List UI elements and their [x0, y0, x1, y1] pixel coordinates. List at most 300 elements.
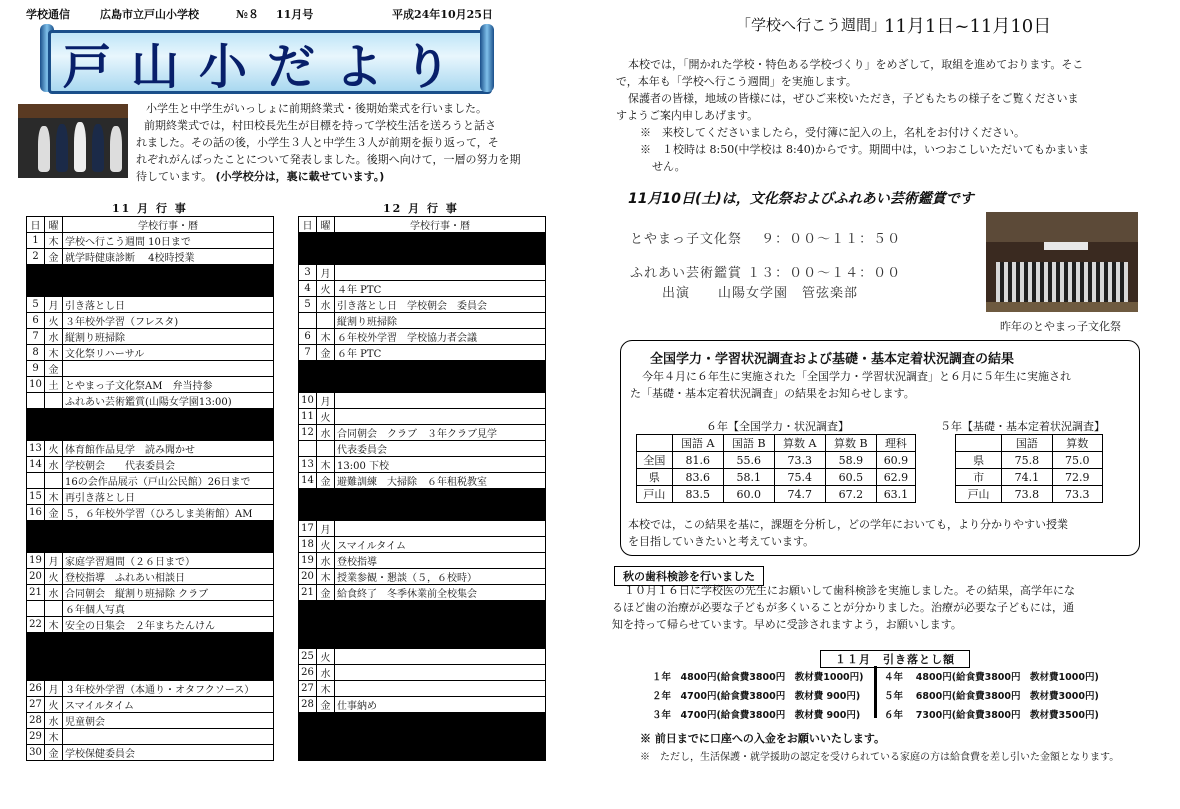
festival-art-time: ふれあい芸術鑑賞 １３：００～１４：００	[630, 266, 902, 281]
newsletter-title: 戸山小だより	[62, 39, 471, 95]
calendar-header-row	[299, 217, 546, 233]
calendar-day: 15	[27, 489, 45, 505]
calendar-weekday: 木	[317, 457, 335, 473]
calendar-day: 27	[27, 697, 45, 713]
results-cell: 63.1	[876, 486, 915, 503]
calendar-row	[299, 585, 546, 601]
survey-line: 今年４月に６年生に実施された「全国学力・学習状況調査」と６月に５年生に実施され	[642, 370, 1071, 383]
calendar-event: 体育館作品見学 読み聞かせ	[63, 441, 274, 457]
calendar-holiday-row	[299, 489, 546, 505]
calendar-event: スマイルタイム	[63, 697, 274, 713]
results-row	[637, 452, 916, 469]
calendar-weekday: 金	[317, 697, 335, 713]
calendar-day: 7	[27, 329, 45, 345]
results-row	[637, 486, 916, 503]
calendar-weekday: 水	[317, 425, 335, 441]
calendar-event	[335, 409, 546, 425]
calendar-event: 仕事納め	[335, 697, 546, 713]
calendar-event: 安全の日集会 ２年まちたんけん	[63, 617, 274, 633]
calendar-day: 8	[27, 345, 45, 361]
calendar-holiday-row	[27, 521, 274, 537]
calendar-day: 26	[299, 665, 317, 681]
results-cell: 戸山	[637, 486, 673, 503]
calendar-event	[335, 649, 546, 665]
calendar-weekday: 火	[317, 409, 335, 425]
calendar-weekday: 金	[45, 745, 63, 761]
festival-performer: 出演 山陽女学園 管弦楽部	[662, 286, 859, 301]
survey-line: 本校では，この結果を基に，課題を分析し，どの学年においても，より分かりやすい授業	[628, 518, 1068, 531]
calendar-holiday-row	[299, 601, 546, 617]
calendar-row	[299, 345, 546, 361]
calendar-event: 縦割り班掃除	[335, 313, 546, 329]
results-cell: 算数 B	[825, 435, 876, 452]
grade6-results-table	[636, 434, 916, 503]
calendar-day: 6	[299, 329, 317, 345]
dental-line: るほど歯の治療が必要な子どもが多くいることが分かりました。治療が必要な子どもには，通	[612, 601, 1074, 614]
calendar-row	[27, 345, 274, 361]
results-cell: 理科	[876, 435, 915, 452]
fees-left	[652, 668, 864, 725]
calendar-event: 16の会作品展示（戸山公民館）26日まで	[63, 473, 274, 489]
calendar-row	[27, 617, 274, 633]
week-body	[616, 56, 1156, 175]
calendar-event	[335, 265, 546, 281]
results-cell: 62.9	[876, 469, 915, 486]
calendar-event: ３年校外学習（本通り・オタフクソース）	[63, 681, 274, 697]
calendar-weekday: 月	[45, 681, 63, 697]
calendar-event: 児童朝会	[63, 713, 274, 729]
results-cell: 75.0	[1052, 452, 1102, 469]
calendar-weekday: 火	[45, 569, 63, 585]
calendar-event: 授業参観・懇談（５，６校時）	[335, 569, 546, 585]
calendar-day: 26	[27, 681, 45, 697]
calendar-holiday-row	[299, 361, 546, 377]
results-cell: 73.3	[774, 452, 825, 469]
results-header-row	[637, 435, 916, 452]
calendar-row	[27, 249, 274, 265]
calendar-row	[27, 377, 274, 393]
calendar-weekday: 木	[317, 569, 335, 585]
results-cell: 60.9	[876, 452, 915, 469]
calendar-holiday-row	[27, 665, 274, 681]
survey-line: を目指していきたいと考えています。	[628, 535, 815, 548]
calendar-event	[335, 665, 546, 681]
results-cell: 算数	[1052, 435, 1102, 452]
results-cell: 国語 A	[672, 435, 723, 452]
calendar-header-cell: 曜	[45, 217, 63, 233]
calendar-event: ３年校外学習（フレスタ)	[63, 313, 274, 329]
grade6-table-title: ６年【全国学力・状況調査】	[706, 420, 849, 433]
calendar-row	[27, 233, 274, 249]
week-note: ※ 来校してくださいましたら，受付簿に記入の上，名札をお付けください。	[640, 126, 1025, 139]
results-cell: 市	[956, 469, 1002, 486]
calendar-weekday: 火	[317, 649, 335, 665]
calendar-day: 11	[299, 409, 317, 425]
fee-row: ３年 4700円(給食費3800円 教材費 900円)	[652, 710, 861, 721]
calendar-row	[27, 585, 274, 601]
festival-heading: 11月10日(土)は，文化祭およびふれあい芸術鑑賞です	[628, 191, 974, 207]
calendar-weekday: 火	[317, 537, 335, 553]
calendar-row	[27, 441, 274, 457]
results-header-row	[956, 435, 1103, 452]
week-note: せん。	[652, 160, 686, 173]
calendar-event: とやまっ子文化祭AM 弁当持参	[63, 377, 274, 393]
calendar-row	[27, 361, 274, 377]
calendar-row	[299, 569, 546, 585]
back-page-note: (小学校分は，裏に載せています。)	[215, 170, 385, 183]
calendar-weekday: 火	[45, 697, 63, 713]
calendar-weekday: 火	[317, 281, 335, 297]
survey-conclusion	[628, 516, 1134, 550]
calendar-holiday-row	[299, 377, 546, 393]
calendar-row	[27, 601, 274, 617]
grade5-table-title: ５年【基礎・基本定着状況調査】	[940, 420, 1105, 433]
calendar-weekday: 金	[45, 505, 63, 521]
calendar-day: 6	[27, 313, 45, 329]
intro-line: 小学生と中学生がいっしょに前期終業式・後期始業式を行いました。	[146, 102, 487, 115]
fees-right	[884, 668, 1099, 725]
results-cell: 73.3	[1052, 486, 1102, 503]
week-line: 本校では，「開かれた学校・特色ある学校づくり」をめざして，取組を進めております。そこ	[628, 58, 1084, 71]
calendar-row	[299, 649, 546, 665]
calendar-holiday-row	[27, 633, 274, 649]
calendar-day: 5	[27, 297, 45, 313]
calendar-row	[27, 697, 274, 713]
results-cell: 全国	[637, 452, 673, 469]
festival-culture-time: とやまっ子文化祭 ９：００～１１：５０	[630, 232, 902, 247]
calendar-event: 13:00 下校	[335, 457, 546, 473]
calendar-row	[299, 265, 546, 281]
calendar-weekday: 月	[317, 265, 335, 281]
results-cell: 60.0	[723, 486, 774, 503]
dental-heading: 秋の歯科検診を行いました	[614, 566, 764, 586]
results-cell: 67.2	[825, 486, 876, 503]
calendar-event: 学校保健委員会	[63, 745, 274, 761]
results-cell: 算数 A	[774, 435, 825, 452]
calendar-weekday: 月	[45, 553, 63, 569]
calendar-day: 17	[299, 521, 317, 537]
calendar-day: 28	[27, 713, 45, 729]
calendar-day: 3	[299, 265, 317, 281]
calendar-day: 2	[27, 249, 45, 265]
calendar-row	[27, 297, 274, 313]
results-cell: 県	[956, 452, 1002, 469]
survey-line: た「基礎・基本定着状況調査」の結果をお知らせします。	[630, 387, 915, 400]
calendar-row	[299, 409, 546, 425]
calendar-day: 19	[299, 553, 317, 569]
calendar-day: 30	[27, 745, 45, 761]
calendar-row	[299, 457, 546, 473]
calendar-day: 22	[27, 617, 45, 633]
calendar-weekday: 木	[45, 489, 63, 505]
calendar-holiday-row	[299, 633, 546, 649]
calendar-weekday	[45, 601, 63, 617]
calendar-weekday: 水	[317, 553, 335, 569]
calendar-event	[335, 521, 546, 537]
calendar-weekday	[317, 441, 335, 457]
calendar-day: 16	[27, 505, 45, 521]
issue-number: №８	[236, 8, 259, 21]
calendar-weekday: 月	[45, 297, 63, 313]
intro-line: 待しています。	[136, 170, 213, 183]
survey-intro	[630, 368, 1136, 402]
dental-text	[612, 582, 1162, 633]
calendar-holiday-row	[27, 649, 274, 665]
calendar-day	[299, 313, 317, 329]
calendar-holiday-row	[299, 617, 546, 633]
intro-line: れぞれがんばったことについて発表しました。後期へ向けて，一層の努力を期	[136, 153, 521, 166]
calendar-row	[299, 297, 546, 313]
calendar-event: 文化祭リハーサル	[63, 345, 274, 361]
calendar-day: 28	[299, 697, 317, 713]
fees-title: １１月 引き落とし額	[820, 650, 970, 668]
calendar-weekday: 水	[45, 713, 63, 729]
calendar-header-cell: 学校行事・暦	[63, 217, 274, 233]
calendar-holiday-row	[27, 409, 274, 425]
results-row	[956, 469, 1103, 486]
results-cell	[956, 435, 1002, 452]
calendar-weekday: 月	[317, 521, 335, 537]
calendar-day: 18	[299, 537, 317, 553]
calendar-row	[27, 329, 274, 345]
results-row	[956, 452, 1103, 469]
calendar-holiday-row	[27, 265, 274, 281]
calendar-weekday: 金	[317, 585, 335, 601]
calendar-event: 学校朝会 代表委員会	[63, 457, 274, 473]
results-cell: 国語 B	[723, 435, 774, 452]
survey-heading: 全国学力・学習状況調査および基礎・基本定着状況調査の結果	[650, 352, 1015, 367]
calendar-weekday: 木	[45, 617, 63, 633]
results-cell: 戸山	[956, 486, 1002, 503]
calendar-header-cell: 学校行事・暦	[335, 217, 546, 233]
results-cell: 73.8	[1002, 486, 1052, 503]
calendar-event: ６年個人写真	[63, 601, 274, 617]
calendar-row	[299, 313, 546, 329]
calendar-row	[27, 681, 274, 697]
calendar-row	[299, 393, 546, 409]
nov-calendar	[26, 216, 274, 761]
week-title: 「学校へ行こう週間」	[736, 16, 887, 34]
nov-calendar-title: 11 月 行 事	[112, 202, 188, 215]
intro-text	[136, 100, 556, 185]
calendar-event: 家庭学習週間（２６日まで）	[63, 553, 274, 569]
calendar-event: 登校指導 ふれあい相談日	[63, 569, 274, 585]
issue-month: 11月号	[276, 8, 314, 21]
fees-welfare-note: ※ ただし，生活保護・就学援助の認定を受けられている家庭の方は給食費を差し引いた金額となります。	[640, 752, 1120, 763]
calendar-row	[299, 553, 546, 569]
calendar-event: ６年校外学習 学校協力者会議	[335, 329, 546, 345]
calendar-weekday: 木	[45, 233, 63, 249]
calendar-holiday-row	[299, 745, 546, 761]
calendar-holiday-row	[299, 713, 546, 729]
fees-deposit-note: ※ 前日までに口座への入金をお願いいたします。	[640, 732, 885, 745]
calendar-event: 再引き落とし日	[63, 489, 274, 505]
calendar-weekday: 金	[45, 249, 63, 265]
calendar-event: 避難訓練 大掃除 ６年租税教室	[335, 473, 546, 489]
calendar-day: 13	[299, 457, 317, 473]
calendar-day: 29	[27, 729, 45, 745]
results-row	[637, 469, 916, 486]
week-line: すようご案内申しあげます。	[616, 109, 759, 122]
calendar-holiday-row	[27, 537, 274, 553]
calendar-day: 20	[299, 569, 317, 585]
calendar-holiday-row	[299, 505, 546, 521]
calendar-weekday: 水	[45, 585, 63, 601]
grade5-results-table	[955, 434, 1103, 503]
calendar-event	[335, 681, 546, 697]
fee-row: ２年 4700円(給食費3800円 教材費 900円)	[652, 691, 861, 702]
calendar-day: 14	[299, 473, 317, 489]
calendar-event: ふれあい芸術鑑賞(山陽女学園13:00)	[63, 393, 274, 409]
calendar-day	[27, 601, 45, 617]
results-cell: 75.4	[774, 469, 825, 486]
calendar-day: 19	[27, 553, 45, 569]
calendar-row	[299, 665, 546, 681]
calendar-weekday: 水	[45, 329, 63, 345]
calendar-day: 14	[27, 457, 45, 473]
calendar-holiday-row	[299, 729, 546, 745]
calendar-weekday: 水	[317, 297, 335, 313]
calendar-event: 引き落とし日 学校朝会 委員会	[335, 297, 546, 313]
calendar-header-row	[27, 217, 274, 233]
calendar-weekday	[317, 313, 335, 329]
dental-line: 知を持って帰らせています。早めに受診されますよう，お願いします。	[612, 618, 962, 631]
calendar-row	[27, 569, 274, 585]
calendar-day	[299, 441, 317, 457]
festival-photo	[986, 212, 1138, 312]
calendar-row	[299, 473, 546, 489]
calendar-header-cell: 日	[299, 217, 317, 233]
calendar-row	[27, 393, 274, 409]
title-banner	[40, 22, 494, 96]
week-dates: 11月1日~11月10日	[884, 16, 1052, 37]
school-name: 広島市立戸山小学校	[100, 8, 199, 21]
calendar-weekday: 火	[45, 441, 63, 457]
calendar-day: 5	[299, 297, 317, 313]
calendar-header-cell: 日	[27, 217, 45, 233]
calendar-row	[299, 697, 546, 713]
calendar-event: 縦割り班掃除	[63, 329, 274, 345]
calendar-row	[27, 553, 274, 569]
calendar-row	[27, 489, 274, 505]
intro-line: れました。その話の後，小学生３人と中学生３人が前期を振り返って，そ	[136, 136, 499, 149]
results-cell: 81.6	[672, 452, 723, 469]
calendar-row	[299, 681, 546, 697]
calendar-holiday-row	[27, 425, 274, 441]
intro-line: 前期終業式では，村田校長先生が目標を持って学校生活を送ろうと話さ	[144, 119, 496, 132]
calendar-weekday: 水	[45, 457, 63, 473]
fee-row: ４年 4800円(給食費3800円 教材費1000円)	[884, 672, 1099, 683]
calendar-weekday: 木	[45, 345, 63, 361]
calendar-event: ４年 PTC	[335, 281, 546, 297]
dental-line: １０月１６日に学校医の先生にお願いして歯科検診を実施しました。その結果，高学年にな	[624, 584, 1075, 597]
results-cell: 58.1	[723, 469, 774, 486]
calendar-event	[335, 393, 546, 409]
results-cell: 58.9	[825, 452, 876, 469]
calendar-day: 1	[27, 233, 45, 249]
calendar-day: 25	[299, 649, 317, 665]
calendar-weekday: 木	[317, 681, 335, 697]
week-line: 保護者の皆様，地域の皆様には，ぜひご来校いただき，子どもたちの様子をご覧くださいま	[628, 92, 1079, 105]
calendar-weekday: 金	[317, 473, 335, 489]
week-line: で，本年も「学校へ行こう週間」を実施します。	[616, 75, 857, 88]
calendar-weekday	[45, 393, 63, 409]
calendar-event: 合同朝会 クラブ ３年クラブ見学	[335, 425, 546, 441]
calendar-weekday: 木	[45, 729, 63, 745]
results-cell: 74.7	[774, 486, 825, 503]
calendar-weekday: 金	[317, 345, 335, 361]
calendar-weekday	[45, 473, 63, 489]
calendar-event: 合同朝会 縦割り班掃除 クラブ	[63, 585, 274, 601]
festival-photo-caption: 昨年のとやまっ子文化祭	[1000, 320, 1121, 333]
calendar-row	[27, 713, 274, 729]
results-cell: 75.8	[1002, 452, 1052, 469]
calendar-event	[63, 729, 274, 745]
calendar-row	[27, 505, 274, 521]
calendar-weekday: 木	[317, 329, 335, 345]
calendar-row	[27, 313, 274, 329]
fees-divider	[874, 666, 877, 718]
calendar-day: 10	[27, 377, 45, 393]
results-cell: 72.9	[1052, 469, 1102, 486]
calendar-event: 就学時健康診断 4校時授業	[63, 249, 274, 265]
calendar-day: 21	[299, 585, 317, 601]
results-cell: 県	[637, 469, 673, 486]
calendar-weekday: 土	[45, 377, 63, 393]
calendar-day: 13	[27, 441, 45, 457]
calendar-row	[299, 521, 546, 537]
calendar-event: スマイルタイム	[335, 537, 546, 553]
calendar-holiday-row	[27, 281, 274, 297]
calendar-row	[299, 537, 546, 553]
results-row	[956, 486, 1103, 503]
calendar-header-cell: 曜	[317, 217, 335, 233]
calendar-row	[299, 425, 546, 441]
calendar-event	[63, 361, 274, 377]
calendar-row	[27, 745, 274, 761]
calendar-day: 7	[299, 345, 317, 361]
results-cell: 55.6	[723, 452, 774, 469]
results-cell: 83.6	[672, 469, 723, 486]
calendar-day: 9	[27, 361, 45, 377]
results-cell	[637, 435, 673, 452]
calendar-event: 代表委員会	[335, 441, 546, 457]
dec-calendar	[298, 216, 546, 761]
calendar-day: 4	[299, 281, 317, 297]
calendar-weekday: 月	[317, 393, 335, 409]
calendar-day: 21	[27, 585, 45, 601]
calendar-weekday: 水	[317, 665, 335, 681]
fee-row: ５年 6800円(給食費3800円 教材費3000円)	[884, 691, 1099, 702]
calendar-event: 引き落とし日	[63, 297, 274, 313]
calendar-day: 10	[299, 393, 317, 409]
fee-row: １年 4800円(給食費3800円 教材費1000円)	[652, 672, 864, 683]
calendar-event: ５，６年校外学習（ひろしま美術館）AM	[63, 505, 274, 521]
calendar-weekday: 火	[45, 313, 63, 329]
calendar-row	[27, 729, 274, 745]
calendar-event: 登校指導	[335, 553, 546, 569]
calendar-day: 20	[27, 569, 45, 585]
newsletter-type: 学校通信	[26, 8, 70, 21]
calendar-event: 学校へ行こう週間 10日まで	[63, 233, 274, 249]
calendar-row	[299, 281, 546, 297]
issue-date: 平成24年10月25日	[392, 8, 493, 21]
fee-row: ６年 7300円(給食費3800円 教材費3500円)	[884, 710, 1099, 721]
dec-calendar-title: 12 月 行 事	[383, 202, 459, 215]
calendar-holiday-row	[299, 249, 546, 265]
results-cell: 国語	[1002, 435, 1052, 452]
calendar-event: 給食終了 冬季休業前全校集会	[335, 585, 546, 601]
